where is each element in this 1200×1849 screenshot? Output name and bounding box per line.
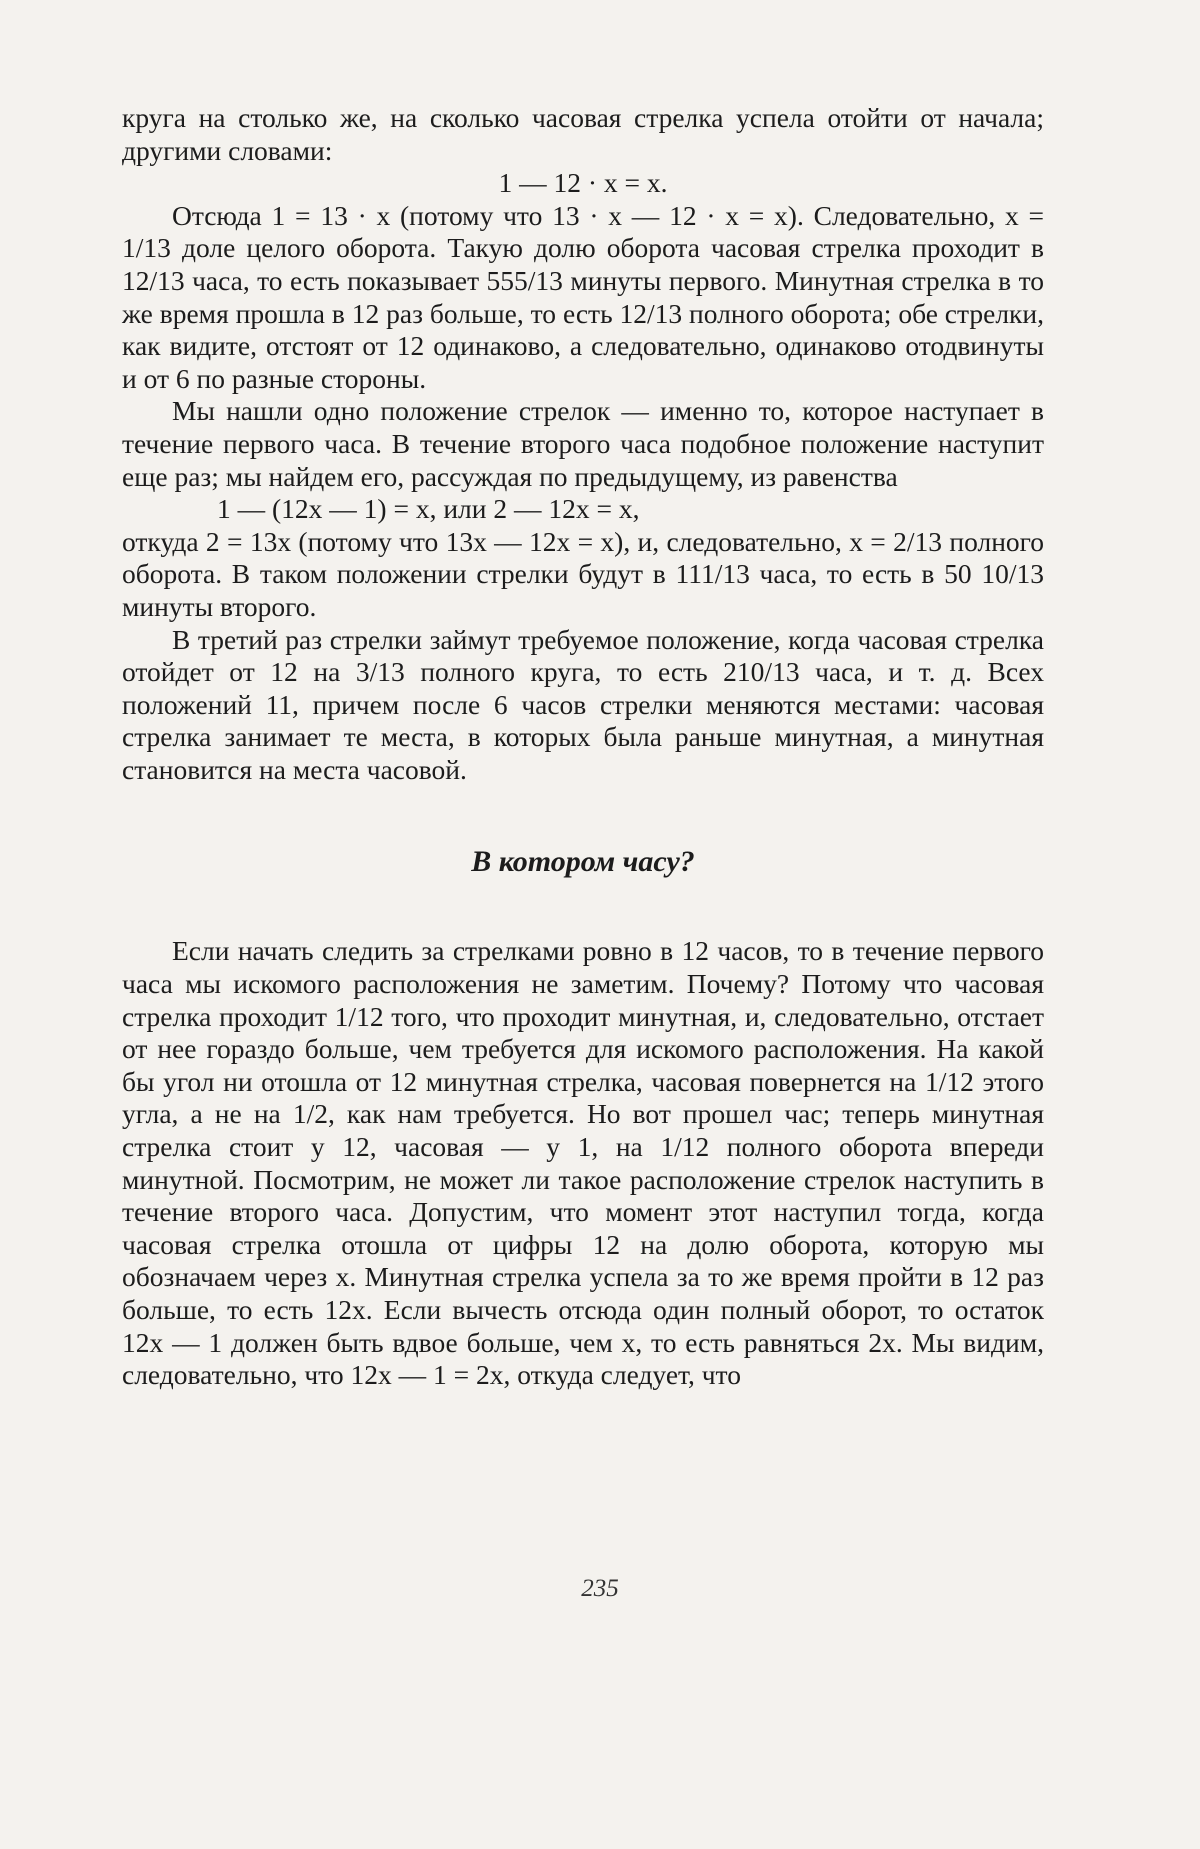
paragraph-4: откуда 2 = 13x (потому что 13x — 12x = x), и, следовательно, x = 2/13 полного оборота. В таком положении стрелки будут в 111/13 часа, то есть в 50 10/13 минуты второго. (122, 525, 1044, 622)
formula-2: 1 — (12x — 1) = x, или 2 — 12x = x, (217, 493, 640, 525)
paragraph-5: В третий раз стрелки займут требуемое положение, когда часовая стрелка отойдет от 12 на 3/13 полного круга, то есть 210/13 часа, и т. д. Всех положений 11, причем после 6 часов стрелки меняются местами: часовая стрелка занимает те места, в которых была раньше минутная, а минутная становится на места часовой. (122, 623, 1044, 785)
paragraph-2: Отсюда 1 = 13 · x (потому что 13 · x — 12 · x = x). Следовательно, x = 1/13 доле целого оборота. Такую долю оборота часовая стрелка проходит в 12/13 часа, то есть показывает 555/13 минуты первого. Минутная стрелка в то же время прошла в 12 раз больше, то есть 12/13 полного оборота; обе стрелки, как видите, отстоят от 12 одинаково, а следовательно, одинаково отодвинуты и от 6 по разные стороны. (122, 199, 1044, 394)
paragraph-1: круга на столько же, на сколько часовая стрелка успела отойти от начала; другими словами: (122, 102, 1044, 166)
paragraph-6: Если начать следить за стрелками ровно в 12 часов, то в течение первого часа мы искомого расположения не заметим. Почему? Потому что часовая стрелка проходит 1/12 того, что проходит минутная, и, следовательно, отстает от нее гораздо больше, чем требуется для искомого расположения. На какой бы угол ни отошла от 12 минутная стрелка, часовая повернется на 1/12 этого угла, а не на 1/2, как нам требуется. Но вот прошел час; теперь минутная стрелка стоит у 12, часовая — у 1, на 1/12 полного оборота впереди минутной. Посмотрим, не может ли такое расположение стрелок наступить в течение второго часа. Допустим, что момент этот наступил тогда, когда часовая стрелка отошла от цифры 12 на долю оборота, которую мы обозначаем через x. Минутная стрелка успела за то же время пройти в 12 раз больше, то есть 12x. Если вычесть отсюда один полный оборот, то остаток 12x — 1 должен быть вдвое больше, чем x, то есть равняться 2x. Мы видим, следовательно, что 12x — 1 = 2x, откуда следует, что (122, 935, 1044, 1391)
page-body (122, 102, 1044, 1392)
formula-1: 1 — 12 · x = x. (498, 167, 668, 199)
paragraph-3: Мы нашли одно положение стрелок — именно то, которое наступает в течение первого часа. В течение второго часа подобное положение наступит еще раз; мы найдем его, рассуждая по предыдущему, из равенства (122, 395, 1044, 492)
section-heading: В котором часу? (471, 845, 695, 879)
page-number: 235 (581, 1575, 619, 1602)
